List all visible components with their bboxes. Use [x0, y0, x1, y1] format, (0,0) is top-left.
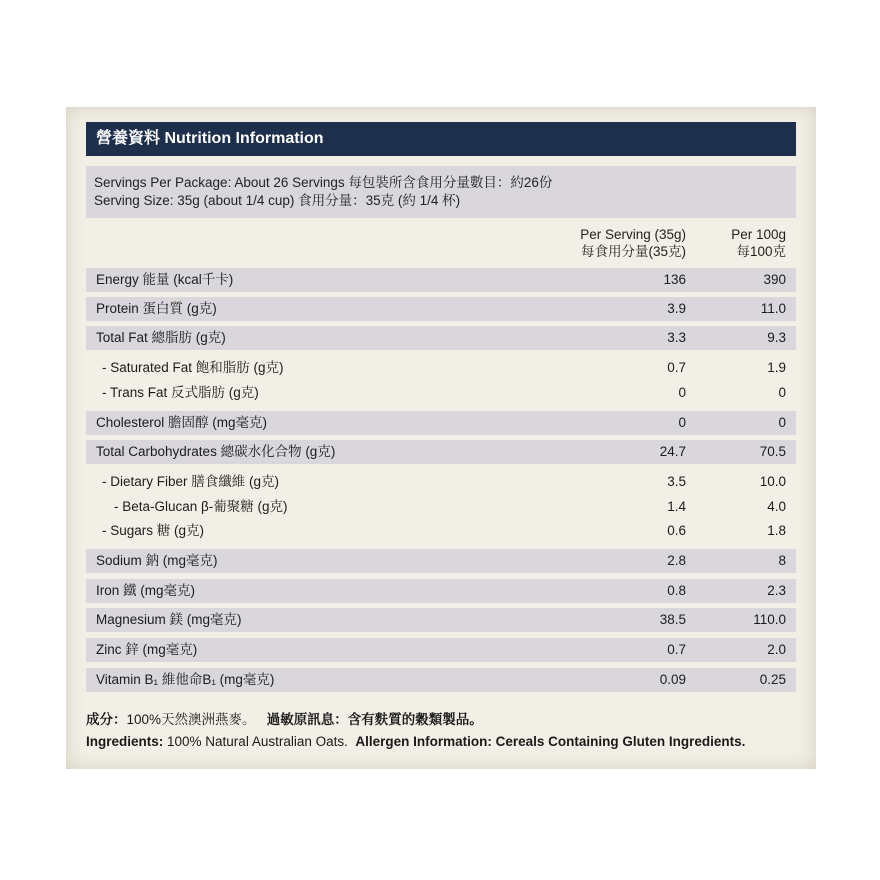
col-head-per-100g-en: Per 100g [731, 227, 786, 242]
nutrient-row-dietary-fiber [86, 470, 796, 494]
nutrient-row-sodium [86, 549, 796, 573]
nutrient-label: - Saturated Fat 飽和脂肪 (g克) [102, 360, 284, 375]
serving-size: Serving Size: 35g (about 1/4 cup) 食用分量：35克 (約 1/4 杯) [94, 193, 461, 208]
value-per-serving: 136 [663, 272, 686, 287]
en-ingredients-label: Ingredients: [86, 734, 164, 749]
value-per-serving: 0 [678, 415, 686, 430]
col-head-per-100g-zh: 每100克 [736, 244, 786, 259]
nutrient-label: Total Carbohydrates 總碳水化合物 (g克) [96, 444, 336, 459]
nutrient-row-iron [86, 579, 796, 603]
value-per-serving: 3.9 [667, 301, 686, 316]
value-per-serving: 0 [678, 385, 686, 400]
nutrient-label: Magnesium 鎂 (mg毫克) [96, 612, 242, 627]
footer-zh [86, 708, 483, 728]
en-allergen: Allergen Information: Cereals Containing Gluten Ingredients. [355, 734, 746, 749]
value-per-100g: 9.3 [767, 330, 786, 345]
nutrient-label: - Dietary Fiber 膳食纖維 (g克) [102, 474, 280, 489]
nutrient-row-trans-fat [86, 381, 796, 405]
value-per-serving: 0.6 [667, 523, 686, 538]
nutrient-row-energy [86, 268, 796, 292]
col-head-per-serving [560, 226, 686, 260]
value-per-100g: 70.5 [759, 444, 786, 459]
en-ingredients: 100% Natural Australian Oats. [163, 734, 348, 749]
value-per-serving: 3.5 [667, 474, 686, 489]
value-per-100g: 110.0 [753, 612, 786, 627]
zh-ingredients-label: 成分： [86, 712, 127, 727]
value-per-100g: 0 [778, 385, 786, 400]
nutrient-label: - Trans Fat 反式脂肪 (g克) [102, 385, 259, 400]
value-per-100g: 2.3 [767, 583, 786, 598]
nutrient-label: Sodium 鈉 (mg毫克) [96, 553, 218, 568]
col-head-per-serving-zh: 每食用分量(35克) [580, 244, 686, 259]
value-per-serving: 3.3 [667, 330, 686, 345]
servings-per-package: Servings Per Package: About 26 Servings 每包裝所含食用分量數目：約26份 [94, 175, 553, 190]
col-head-per-serving-en: Per Serving (35g) [580, 227, 686, 242]
value-per-serving: 1.4 [667, 499, 686, 514]
value-per-100g: 0 [778, 415, 786, 430]
nutrient-label: Iron 鐵 (mg毫克) [96, 583, 196, 598]
footer-en [86, 734, 745, 749]
nutrient-row-cholesterol [86, 411, 796, 435]
nutrient-label: Vitamin B₁ 維他命B₁ (mg毫克) [96, 672, 275, 687]
nutrient-row-vitamin-b1 [86, 668, 796, 692]
nutrient-row-total-fat [86, 326, 796, 350]
col-head-per-100g [716, 226, 786, 260]
value-per-100g: 390 [763, 272, 786, 287]
value-per-serving: 0.09 [659, 672, 686, 687]
nutrient-label: Cholesterol 膽固醇 (mg毫克) [96, 415, 268, 430]
nutrient-label: Energy 能量 (kcal千卡) [96, 272, 234, 287]
nutrient-row-saturated-fat [86, 356, 796, 380]
value-per-100g: 11.0 [760, 301, 786, 316]
value-per-serving: 2.8 [667, 553, 686, 568]
value-per-100g: 2.0 [767, 642, 786, 657]
nutrient-label: - Beta-Glucan β-葡聚糖 (g克) [114, 499, 288, 514]
value-per-100g: 8 [778, 553, 786, 568]
value-per-100g: 1.9 [767, 360, 786, 375]
nutrient-row-protein [86, 297, 796, 321]
panel-title: 營養資料 Nutrition Information [86, 122, 796, 156]
serving-info [86, 166, 796, 218]
value-per-serving: 0.7 [667, 360, 686, 375]
nutrient-label: Zinc 鋅 (mg毫克) [96, 642, 198, 657]
zh-ingredients: 100%天然澳洲燕麥。 [126, 712, 256, 727]
nutrient-row-sugars [86, 519, 796, 543]
value-per-serving: 0.7 [667, 642, 686, 657]
nutrient-row-beta-glucan [86, 495, 796, 519]
nutrient-row-total-carbohydrates [86, 440, 796, 464]
value-per-100g: 1.8 [767, 523, 786, 538]
value-per-serving: 0.8 [667, 583, 686, 598]
nutrient-label: - Sugars 糖 (g克) [102, 523, 205, 538]
value-per-100g: 0.25 [759, 672, 786, 687]
value-per-100g: 4.0 [767, 499, 786, 514]
nutrient-label: Total Fat 總脂肪 (g克) [96, 330, 226, 345]
zh-allergen: 過敏原訊息：含有麩質的穀類製品。 [266, 712, 483, 727]
value-per-100g: 10.0 [759, 474, 786, 489]
nutrient-row-zinc [86, 638, 796, 662]
nutrient-label: Protein 蛋白質 (g克) [96, 301, 217, 316]
value-per-serving: 24.7 [659, 444, 686, 459]
nutrient-row-magnesium [86, 608, 796, 632]
value-per-serving: 38.5 [659, 612, 686, 627]
